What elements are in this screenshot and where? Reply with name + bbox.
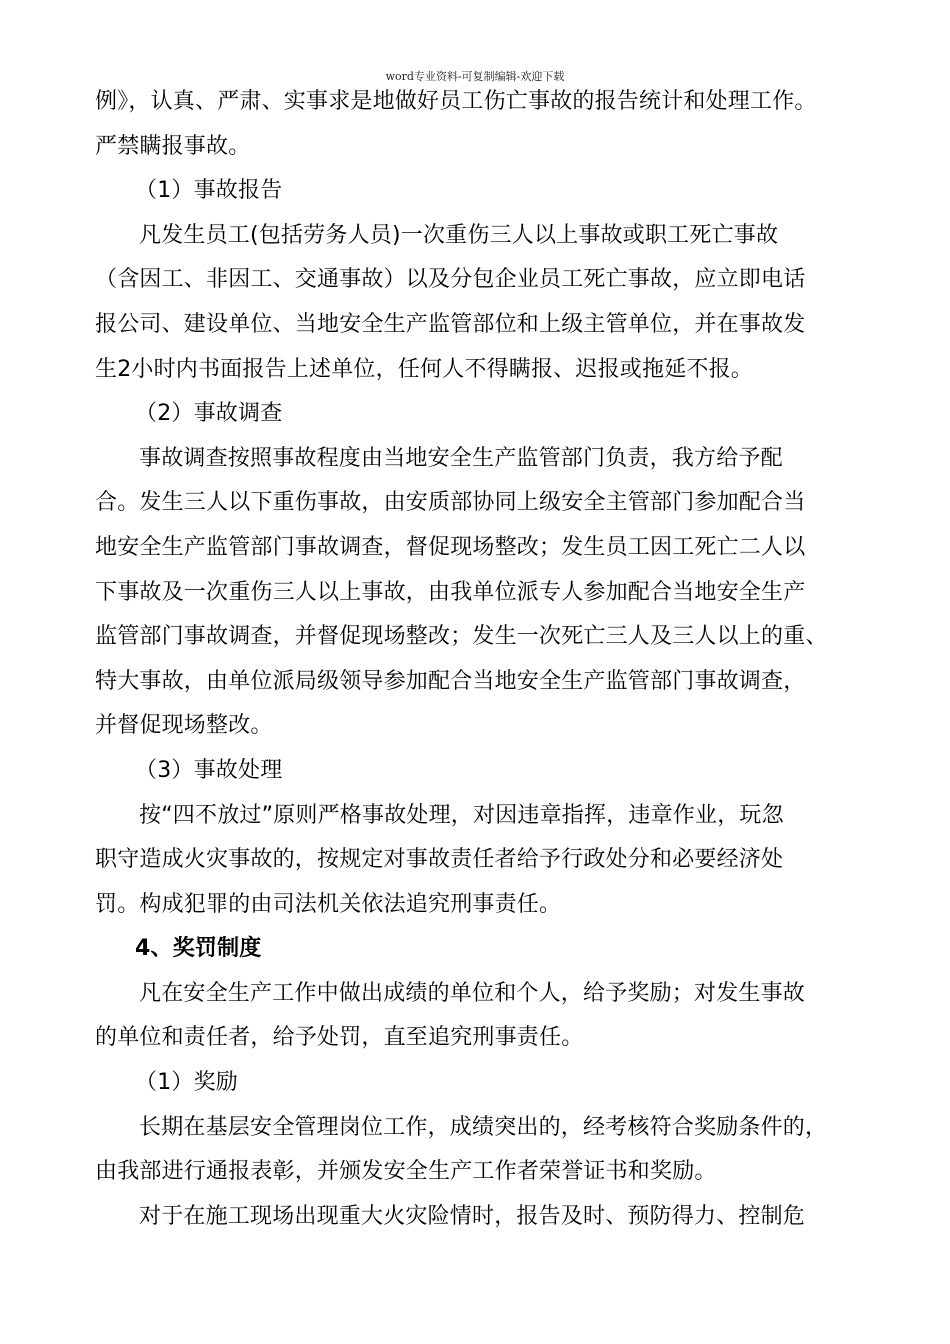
paragraph-line: 生2小时内书面报告上述单位，任何人不得瞒报、迟报或拖延不报。 [95, 356, 753, 382]
paragraph-line: 的单位和责任者，给予处罚，直至追究刑事责任。 [95, 1025, 584, 1051]
paragraph-line: 按“四不放过”原则严格事故处理，对因违章指挥，违章作业，玩忽 [139, 802, 784, 828]
section-heading-rewards-penalties: 4、奖罚制度 [135, 936, 262, 962]
paragraph-line: 职守造成火灾事故的，按规定对事故责任者给予行政处分和必要经济处 [95, 847, 784, 873]
paragraph-line: 监管部门事故调查，并督促现场整改；发生一次死亡三人及三人以上的重、 [95, 624, 828, 650]
paragraph-line: 特大事故，由单位派局级领导参加配合当地安全生产监管部门事故调查， [95, 668, 806, 694]
subheading-accident-handling: （3）事故处理 [135, 757, 283, 783]
paragraph-line: 凡发生员工(包括劳务人员)一次重伤三人以上事故或职工死亡事故 [139, 222, 779, 248]
paragraph-line: 严禁瞒报事故。 [95, 133, 251, 159]
subheading-accident-report: （1）事故报告 [135, 178, 283, 204]
subheading-rewards: （1）奖励 [135, 1070, 238, 1096]
paragraph-line: 例》，认真、严肃、实事求是地做好员工伤亡事故的报告统计和处理工作。 [95, 89, 817, 114]
paragraph-line: 报公司、建设单位、当地安全生产监管部位和上级主管单位，并在事故发 [95, 311, 806, 337]
paragraph-line: 并督促现场整改。 [95, 713, 273, 739]
paragraph-line: 长期在基层安全管理岗位工作，成绩突出的，经考核符合奖励条件的， [139, 1114, 828, 1140]
subheading-accident-investigation: （2）事故调查 [135, 401, 283, 427]
paragraph-line: 地安全生产监管部门事故调查，督促现场整改；发生员工因工死亡二人以 [95, 534, 806, 560]
paragraph-line: 凡在安全生产工作中做出成绩的单位和个人，给予奖励；对发生事故 [139, 980, 806, 1006]
paragraph-line: 对于在施工现场出现重大火灾险情时，报告及时、预防得力、控制危 [139, 1203, 806, 1229]
paragraph-line: 由我部进行通报表彰，并颁发安全生产工作者荣誉证书和奖励。 [95, 1159, 717, 1185]
paragraph-line: 合。发生三人以下重伤事故，由安质部协同上级安全主管部门参加配合当 [95, 490, 806, 516]
document-body [95, 80, 865, 1239]
paragraph-line: （含因工、非因工、交通事故）以及分包企业员工死亡事故，应立即电话 [95, 267, 806, 293]
paragraph-line: 下事故及一次重伤三人以上事故，由我单位派专人参加配合当地安全生产 [95, 579, 806, 605]
paragraph-line: 事故调查按照事故程度由当地安全生产监管部门负责，我方给予配 [139, 445, 783, 471]
paragraph-line: 罚。构成犯罪的由司法机关依法追究刑事责任。 [95, 891, 562, 917]
header-note: word专业资料-可复制编辑-欢迎下载 [385, 70, 565, 83]
